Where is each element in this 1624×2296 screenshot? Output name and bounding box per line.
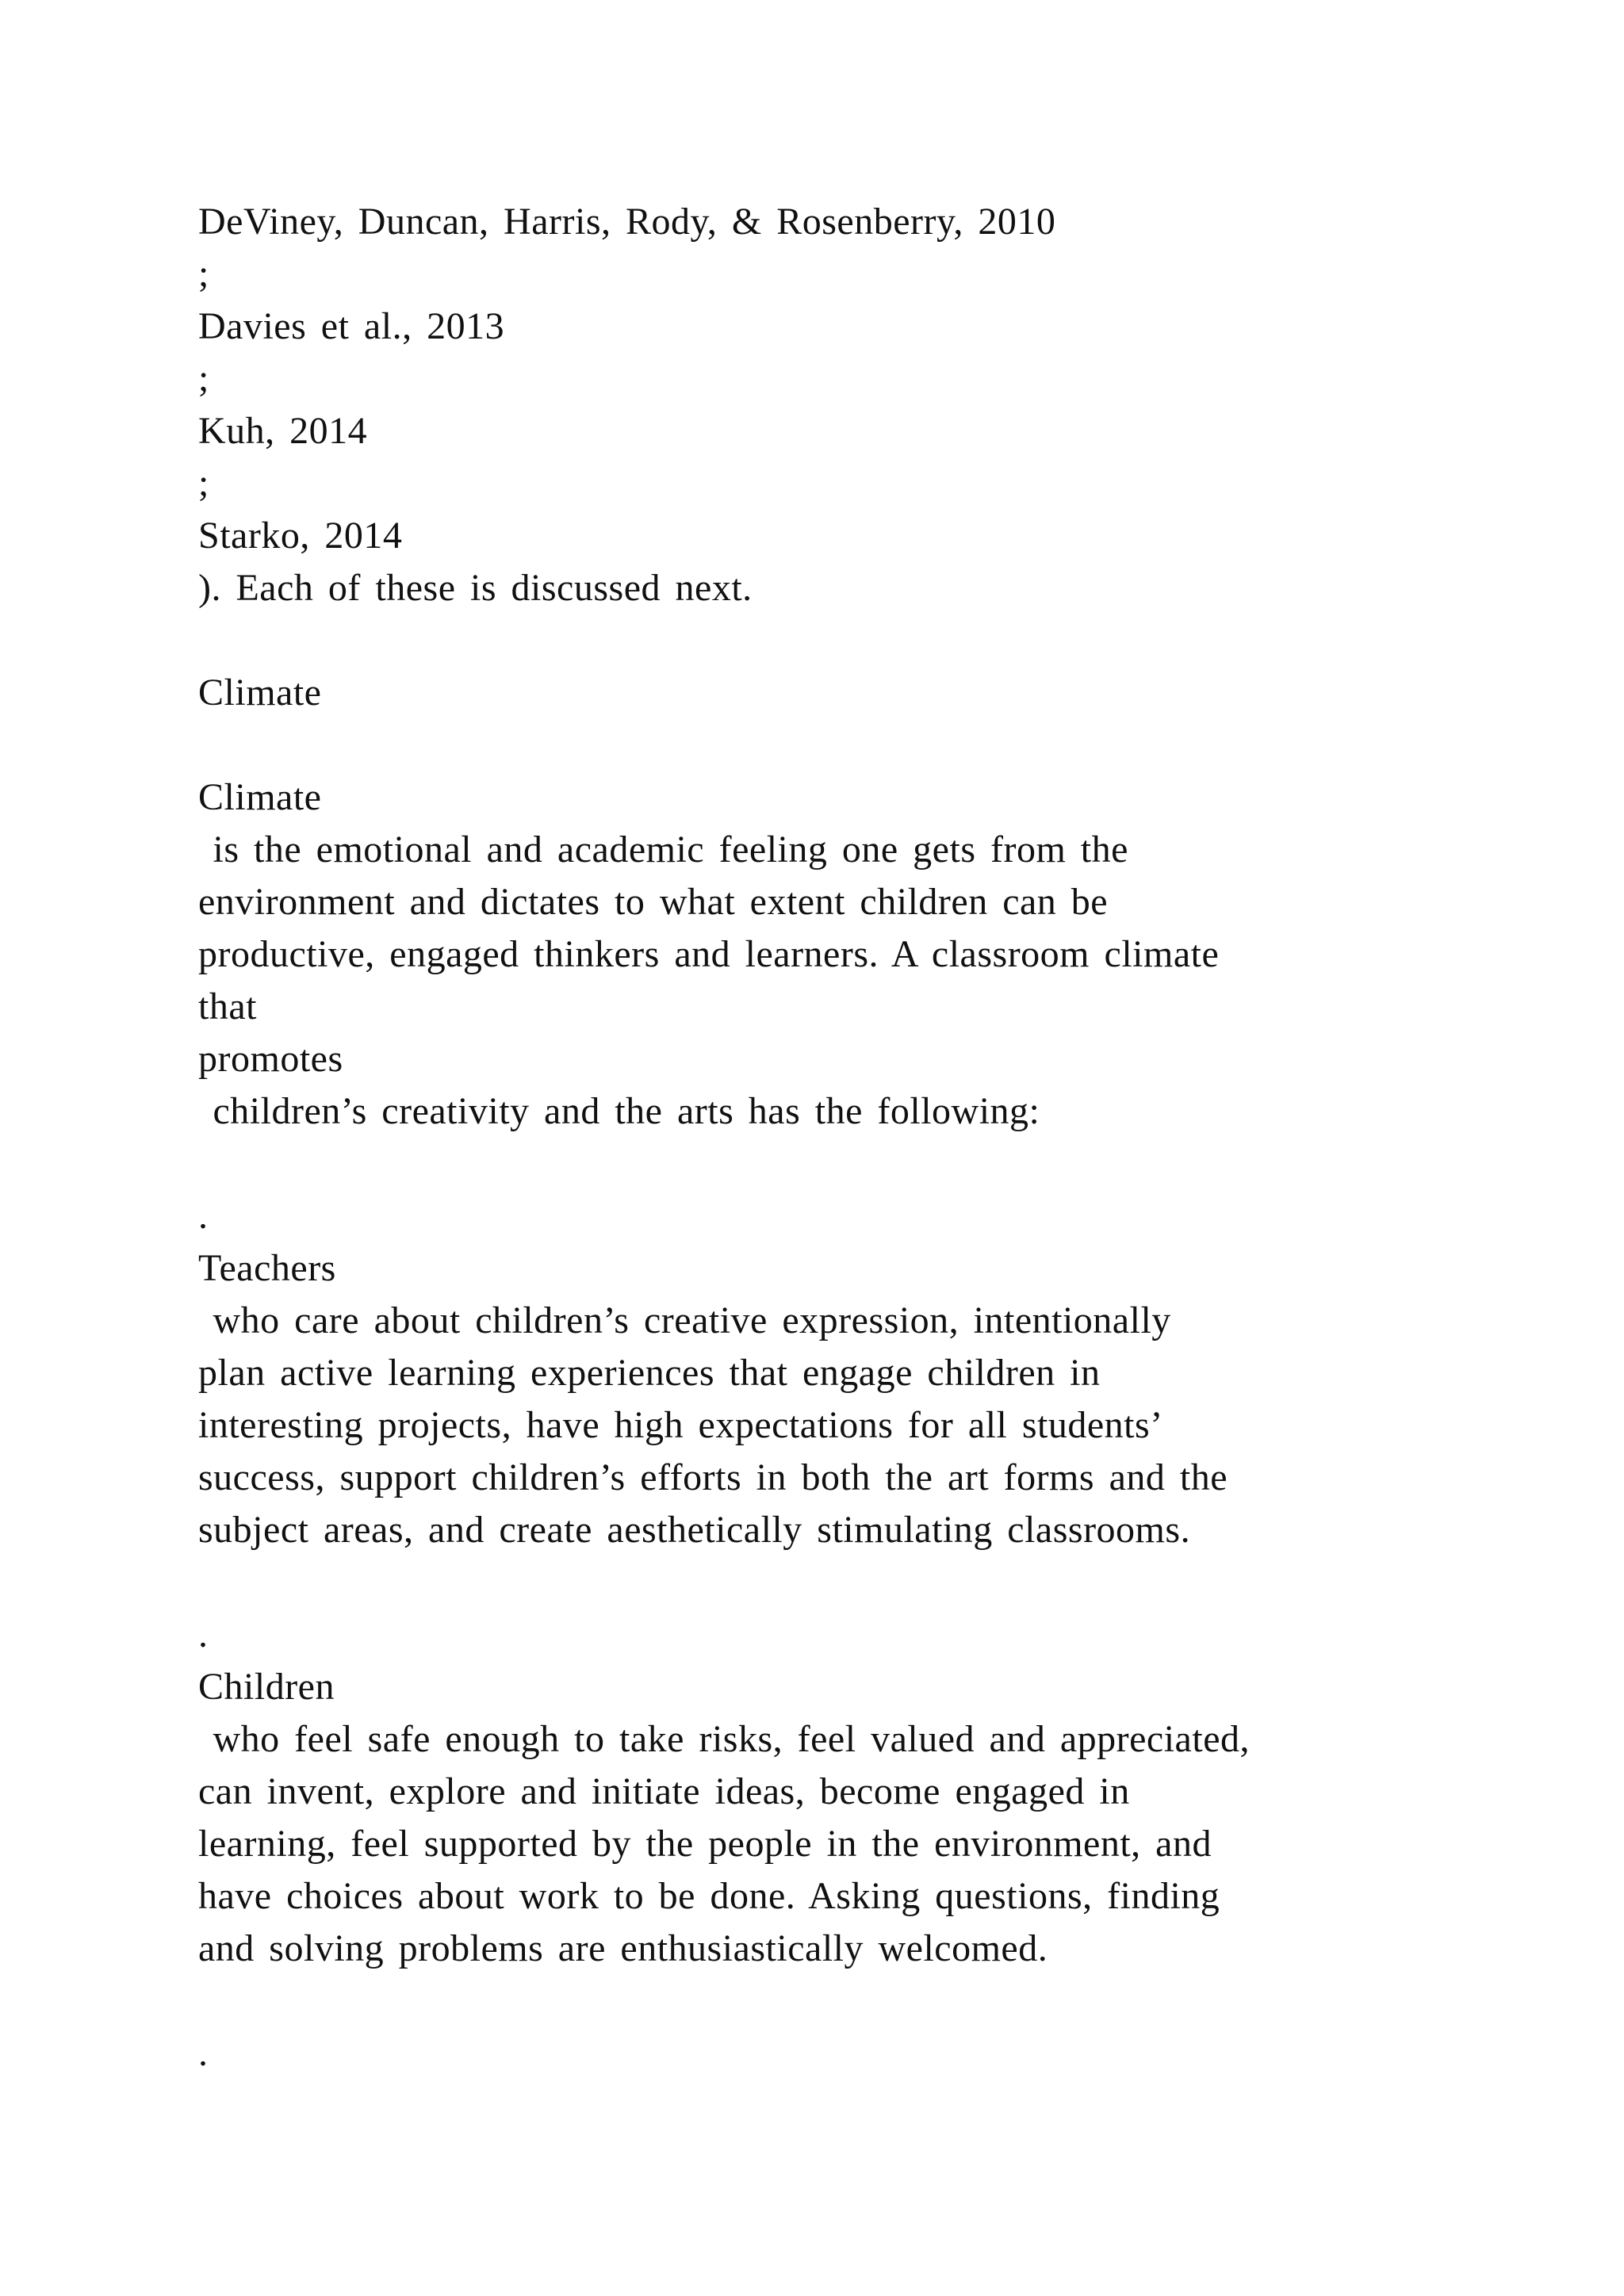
separator-line: ; [198, 253, 209, 295]
bullet-marker: . [198, 1195, 209, 1237]
term-line: Children [198, 1666, 335, 1708]
text-line: who care about children’s creative expression, intentionally [198, 1299, 1171, 1341]
citation-line: Kuh, 2014 [198, 410, 368, 452]
text-line: plan active learning experiences that engage children in [198, 1352, 1101, 1394]
text-line: success, support children’s efforts in both the art forms and the [198, 1456, 1228, 1498]
text-line: promotes [198, 1038, 343, 1080]
text-line: environment and dictates to what extent children can be [198, 881, 1109, 923]
text-line: learning, feel supported by the people in the environment, and [198, 1823, 1212, 1865]
text-line: children’s creativity and the arts has the following: [198, 1090, 1040, 1132]
separator-line: ; [198, 462, 209, 504]
text-line: can invent, explore and initiate ideas, become engaged in [198, 1770, 1130, 1812]
text-line: subject areas, and create aesthetically stimulating classrooms. [198, 1509, 1191, 1551]
text-line: productive, engaged thinkers and learners. A classroom climate [198, 933, 1220, 975]
text-line: and solving problems are enthusiastically welcomed. [198, 1927, 1048, 1969]
term-line: Climate [198, 776, 322, 818]
bullet-marker: . [198, 1613, 209, 1655]
separator-line: ; [198, 358, 209, 400]
citation-line: Davies et al., 2013 [198, 305, 505, 347]
text-line: have choices about work to be done. Asking questions, finding [198, 1875, 1220, 1917]
text-line: is the emotional and academic feeling one gets from the [198, 828, 1128, 871]
citation-line: Starko, 2014 [198, 515, 403, 557]
citation-line: DeViney, Duncan, Harris, Rody, & Rosenberry, 2010 [198, 201, 1056, 243]
text-line: that [198, 985, 257, 1027]
text-line: interesting projects, have high expectations for all students’ [198, 1404, 1163, 1446]
text-line: who feel safe enough to take risks, feel valued and appreciated, [198, 1718, 1250, 1760]
section-heading: Climate [198, 672, 322, 714]
term-line: Teachers [198, 1247, 336, 1289]
text-line: ). Each of these is discussed next. [198, 567, 753, 609]
bullet-marker: . [198, 2032, 209, 2074]
